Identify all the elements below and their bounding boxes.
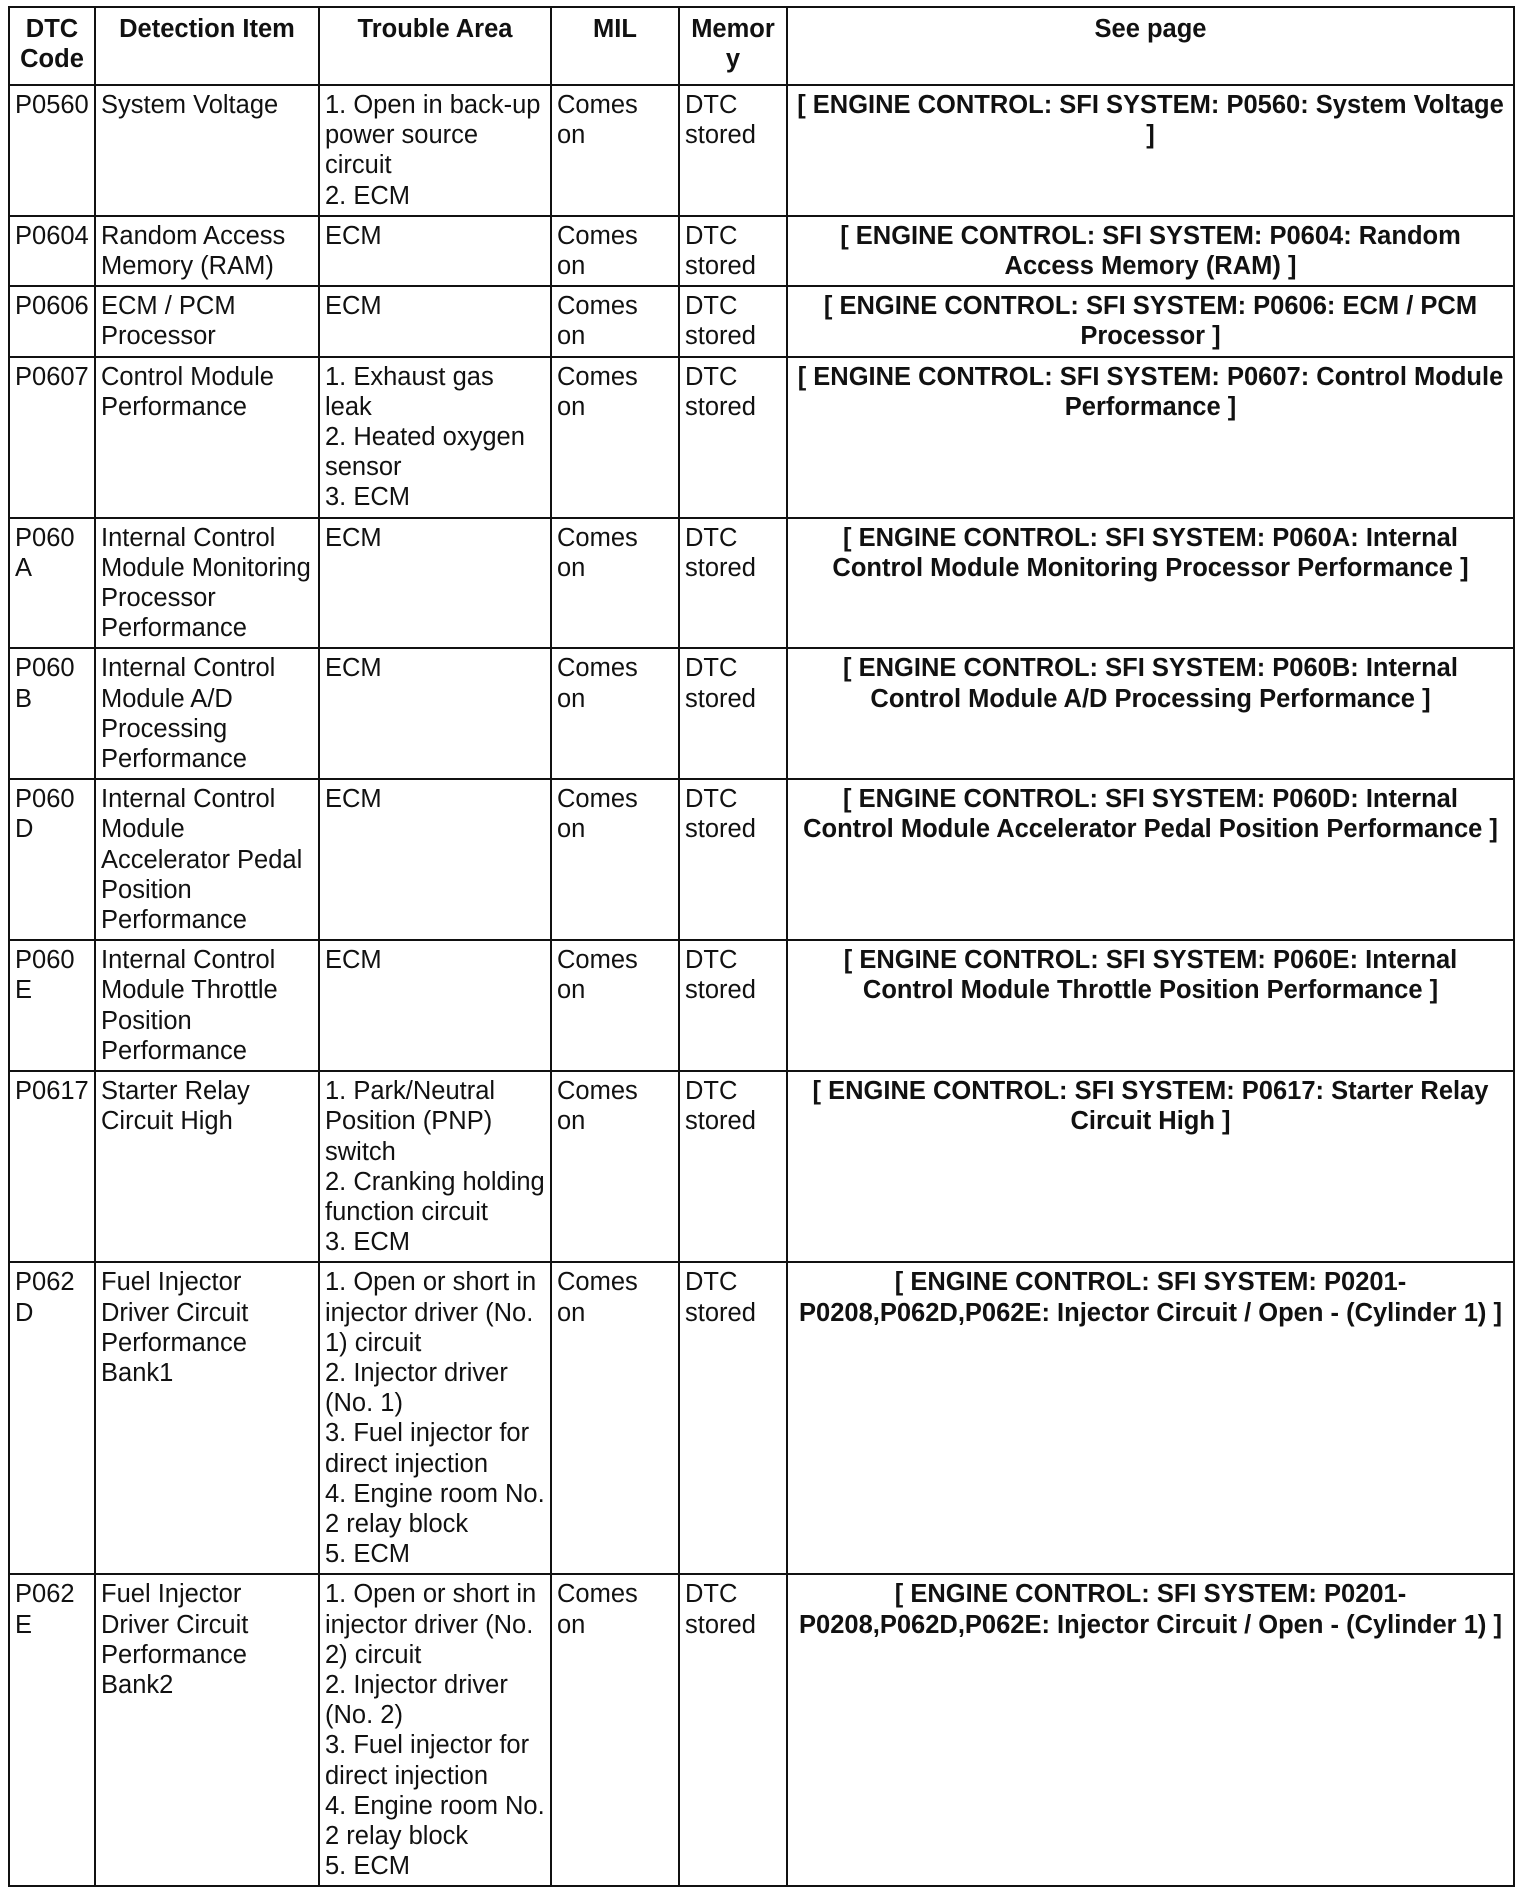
memory-cell: DTC stored	[679, 648, 787, 779]
header-memory: Memory	[679, 7, 787, 85]
table-row	[9, 779, 1514, 940]
trouble-area-line: ECM	[325, 654, 382, 683]
trouble-area-line: 2. Injector driver (No. 2)	[325, 1670, 508, 1730]
memory-cell: DTC stored	[679, 216, 787, 286]
table-row	[9, 1071, 1514, 1262]
table-header	[9, 7, 1514, 85]
detection-item-cell: Starter Relay Circuit High	[95, 1071, 319, 1262]
header-mil: MIL	[551, 7, 679, 85]
detection-item-cell: Internal Control Module A/D Processing Performance	[95, 648, 319, 779]
detection-item-cell: Control Module Performance	[95, 357, 319, 518]
trouble-area-cell	[319, 518, 551, 649]
dtc-code-cell: P0604	[9, 216, 95, 286]
memory-cell: DTC stored	[679, 940, 787, 1071]
trouble-area-line: 1. Open or short in injector driver (No. 2) circuit	[325, 1580, 537, 1669]
dtc-code-cell: P060A	[9, 518, 95, 649]
table-row	[9, 518, 1514, 649]
detection-item-cell: Internal Control Module Accelerator Pedal Position Performance	[95, 779, 319, 940]
trouble-area-cell	[319, 779, 551, 940]
dtc-code-cell: P060D	[9, 779, 95, 940]
trouble-area-cell	[319, 648, 551, 779]
dtc-code-cell: P062D	[9, 1262, 95, 1574]
mil-cell: Comes on	[551, 1574, 679, 1886]
trouble-area-line: 2. Injector driver (No. 1)	[325, 1358, 508, 1418]
memory-cell: DTC stored	[679, 286, 787, 356]
trouble-area-line: 3. Fuel injector for direct injection	[325, 1419, 530, 1478]
mil-cell: Comes on	[551, 286, 679, 356]
detection-item-cell: Internal Control Module Throttle Position Performance	[95, 940, 319, 1071]
trouble-area-line: 2. Cranking holding function circuit	[325, 1167, 545, 1226]
dtc-code-cell: P0617	[9, 1071, 95, 1262]
mil-cell: Comes on	[551, 518, 679, 649]
header-dtc-code-line: Code	[20, 45, 84, 74]
dtc-code-cell: P0560	[9, 85, 95, 216]
trouble-area-cell	[319, 1574, 551, 1886]
trouble-area-line: 5. ECM	[325, 1540, 411, 1569]
trouble-area-line: 2. ECM	[325, 181, 411, 210]
trouble-area-line: 2. Heated oxygen sensor	[325, 423, 525, 482]
dtc-code-cell: P062E	[9, 1574, 95, 1886]
trouble-area-line: 5. ECM	[325, 1852, 411, 1881]
table-row	[9, 216, 1514, 286]
memory-cell: DTC stored	[679, 1262, 787, 1574]
trouble-area-line: 1. Open in back-up power source circuit	[325, 91, 541, 180]
dtc-code-cell: P060B	[9, 648, 95, 779]
see-page-link[interactable]: [ ENGINE CONTROL: SFI SYSTEM: P060E: Internal Control Module Throttle Position Performance ]	[787, 940, 1514, 1071]
trouble-area-cell	[319, 85, 551, 216]
see-page-link[interactable]: [ ENGINE CONTROL: SFI SYSTEM: P060D: Internal Control Module Accelerator Pedal Position Performance ]	[787, 779, 1514, 940]
header-see-page: See page	[787, 7, 1514, 85]
trouble-area-cell	[319, 286, 551, 356]
header-detection-item: Detection Item	[95, 7, 319, 85]
trouble-area-cell	[319, 940, 551, 1071]
detection-item-cell: Internal Control Module Monitoring Processor Performance	[95, 518, 319, 649]
memory-cell: DTC stored	[679, 518, 787, 649]
table-row	[9, 286, 1514, 356]
mil-cell: Comes on	[551, 648, 679, 779]
header-dtc-code-line: DTC	[25, 15, 79, 43]
dtc-table	[8, 6, 1515, 1887]
dtc-code-cell: P060E	[9, 940, 95, 1071]
memory-cell: DTC stored	[679, 1071, 787, 1262]
table-row	[9, 357, 1514, 518]
trouble-area-cell	[319, 216, 551, 286]
dtc-code-cell: P0607	[9, 357, 95, 518]
trouble-area-line: ECM	[325, 523, 382, 552]
see-page-link[interactable]: [ ENGINE CONTROL: SFI SYSTEM: P0201-P0208,P062D,P062E: Injector Circuit / Open - (Cylinder 1) ]	[787, 1574, 1514, 1886]
mil-cell: Comes on	[551, 357, 679, 518]
table-row	[9, 940, 1514, 1071]
memory-cell: DTC stored	[679, 357, 787, 518]
trouble-area-line: 1. Open or short in injector driver (No. 1) circuit	[325, 1268, 537, 1357]
trouble-area-line: 4. Engine room No. 2 relay block	[325, 1791, 545, 1850]
trouble-area-line: ECM	[325, 785, 382, 814]
see-page-link[interactable]: [ ENGINE CONTROL: SFI SYSTEM: P0604: Random Access Memory (RAM) ]	[787, 216, 1514, 286]
mil-cell: Comes on	[551, 85, 679, 216]
table-row	[9, 85, 1514, 216]
trouble-area-line: 1. Park/Neutral Position (PNP) switch	[325, 1077, 496, 1166]
table-row	[9, 1262, 1514, 1574]
memory-cell: DTC stored	[679, 779, 787, 940]
trouble-area-line: 1. Exhaust gas leak	[325, 362, 494, 421]
table-row	[9, 1574, 1514, 1886]
trouble-area-cell	[319, 1071, 551, 1262]
see-page-link[interactable]: [ ENGINE CONTROL: SFI SYSTEM: P060A: Internal Control Module Monitoring Processor Performance ]	[787, 518, 1514, 649]
trouble-area-line: ECM	[325, 946, 382, 975]
trouble-area-line: 3. Fuel injector for direct injection	[325, 1731, 530, 1790]
trouble-area-cell	[319, 357, 551, 518]
mil-cell: Comes on	[551, 216, 679, 286]
detection-item-cell: Random Access Memory (RAM)	[95, 216, 319, 286]
header-trouble-area: Trouble Area	[319, 7, 551, 85]
see-page-link[interactable]: [ ENGINE CONTROL: SFI SYSTEM: P0560: System Voltage ]	[787, 85, 1514, 216]
mil-cell: Comes on	[551, 1262, 679, 1574]
detection-item-cell: ECM / PCM Processor	[95, 286, 319, 356]
detection-item-cell: Fuel Injector Driver Circuit Performance Bank2	[95, 1574, 319, 1886]
see-page-link[interactable]: [ ENGINE CONTROL: SFI SYSTEM: P0617: Starter Relay Circuit High ]	[787, 1071, 1514, 1262]
memory-cell: DTC stored	[679, 85, 787, 216]
trouble-area-cell	[319, 1262, 551, 1574]
see-page-link[interactable]: [ ENGINE CONTROL: SFI SYSTEM: P0201-P0208,P062D,P062E: Injector Circuit / Open - (Cylinder 1) ]	[787, 1262, 1514, 1574]
header-row	[9, 7, 1514, 85]
mil-cell: Comes on	[551, 1071, 679, 1262]
mil-cell: Comes on	[551, 940, 679, 1071]
dtc-code-cell: P0606	[9, 286, 95, 356]
see-page-link[interactable]: [ ENGINE CONTROL: SFI SYSTEM: P0607: Control Module Performance ]	[787, 357, 1514, 518]
trouble-area-line: 3. ECM	[325, 1228, 411, 1257]
trouble-area-line: 3. ECM	[325, 483, 411, 512]
see-page-link[interactable]: [ ENGINE CONTROL: SFI SYSTEM: P0606: ECM / PCM Processor ]	[787, 286, 1514, 356]
table-body	[9, 85, 1514, 1886]
trouble-area-line: 4. Engine room No. 2 relay block	[325, 1479, 545, 1538]
header-dtc-code	[9, 7, 95, 85]
table-row	[9, 648, 1514, 779]
mil-cell: Comes on	[551, 779, 679, 940]
trouble-area-line: ECM	[325, 292, 382, 321]
detection-item-cell: Fuel Injector Driver Circuit Performance Bank1	[95, 1262, 319, 1574]
detection-item-cell: System Voltage	[95, 85, 319, 216]
trouble-area-line: ECM	[325, 221, 382, 250]
memory-cell: DTC stored	[679, 1574, 787, 1886]
see-page-link[interactable]: [ ENGINE CONTROL: SFI SYSTEM: P060B: Internal Control Module A/D Processing Performance ]	[787, 648, 1514, 779]
